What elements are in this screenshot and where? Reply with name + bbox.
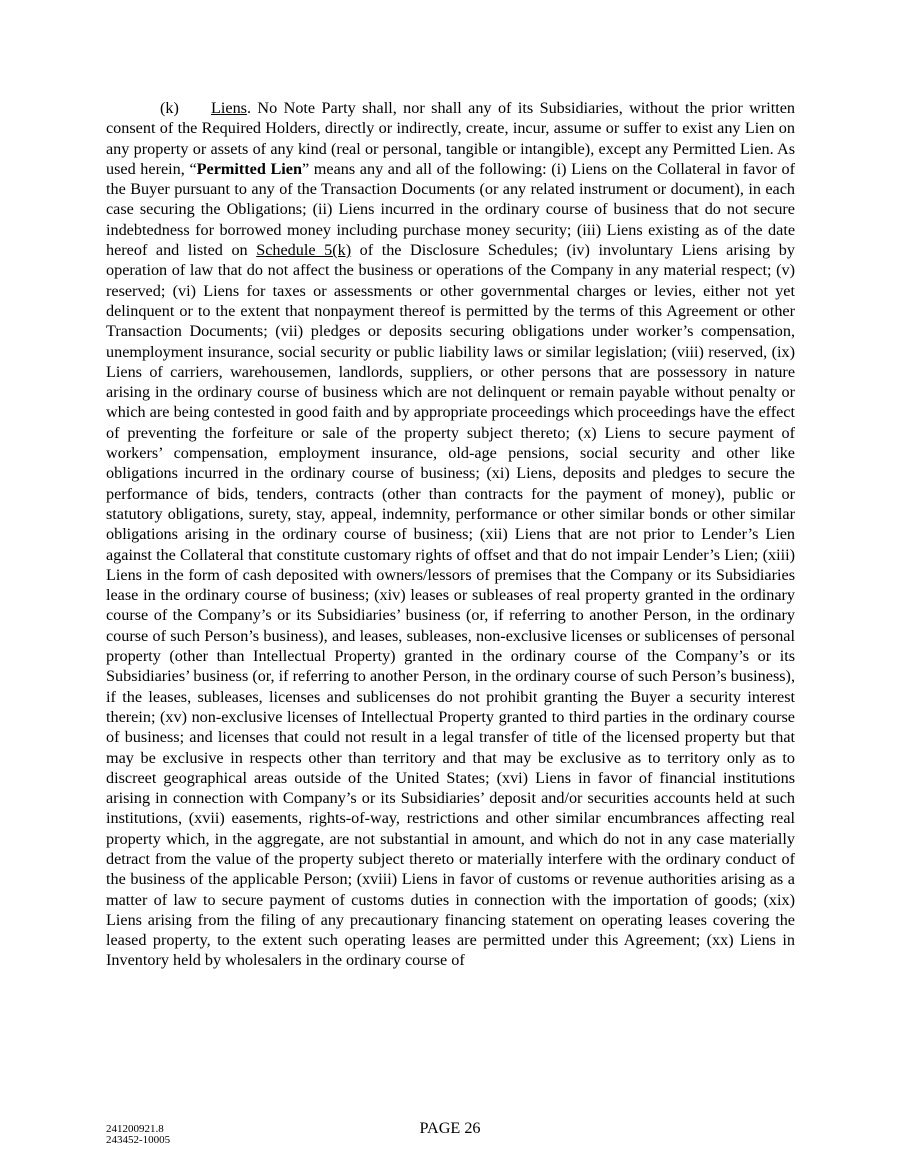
schedule-reference: Schedule 5(k) bbox=[256, 241, 352, 260]
paragraph-text-part-1: . No Note Party shall, nor shall any of its Subsidiaries, without the prior written consent of the Required Holders, directly or indirectly, create, incur, assume or suffer to exist any Lien on any property or assets of any kind (real or personal, tangible or intangible), except any Permitted Lien. As used herein, “ bbox=[106, 99, 795, 178]
document-id-secondary: 243452-10005 bbox=[106, 1134, 171, 1146]
defined-term: Permitted Lien bbox=[196, 159, 302, 178]
document-id-primary: 241200921.8 bbox=[106, 1123, 164, 1135]
paragraph-text-part-3: of the Disclosure Schedules; (iv) involuntary Liens arising by operation of law that do not affect the business or operations of the Company in any material respect; (v) reserved; (vi) Liens for taxes or assessments or other governmental charges or levies, either not yet delinquent or to the extent that nonpayment thereof is permitted by the terms of this Agreement or other Transaction Documents; (vii) pledges or deposits securing obligations under worker’s compensation, unemployment insurance, social security or public liability laws or similar legislation; (viii) reserved, (ix) Liens of carriers, warehousemen, landlords, suppliers, or other persons that are possessory in nature arising in the ordinary course of business which are not delinquent or remain payable without penalty or which are being contested in good faith and by appropriate proceedings which proceedings have the effect of preventing the forfeiture or sale of the property subject thereto; (x) Liens to secure payment of workers’ compensation, employment insurance, old-age pensions, social security and other like obligations incurred in the ordinary course of business; (xi) Liens, deposits and pledges to secure the performance of bids, tenders, contracts (other than contracts for the payment of money), public or statutory obligations, surety, stay, appeal, indemnity, performance or other similar bonds or other similar obligations arising in the ordinary course of business; (xii) Liens that are not prior to Lender’s Lien against the Collateral that constitute customary rights of offset and that do not impair Lender’s Lien; (xiii) Liens in the form of cash deposited with owners/lessors of premises that the Company or its Subsidiaries lease in the ordinary course of business; (xiv) leases or subleases of real property granted in the ordinary course of the Company’s or its Subsidiaries’ business (or, if referring to another Person, in the ordinary course of such Person’s business), and leases, subleases, non-exclusive licenses or sublicenses of personal property (other than Intellectual Property) granted in the ordinary course of the Company’s or its Subsidiaries’ business (or, if referring to another Person, in the ordinary course of such Person’s business), if the leases, subleases, licenses and sublicenses do not prohibit granting the Buyer a security interest therein; (xv) non-exclusive licenses of Intellectual Property granted to third parties in the ordinary course of business; and licenses that could not result in a legal transfer of title of the licensed property but that may be exclusive in respects other than territory and that may be exclusive as to territory only as to discreet geographical areas outside of the United States; (xvi) Liens in favor of financial institutions arising in connection with Company’s or its Subsidiaries’ deposit and/or securities accounts held at such institutions, (xvii) easements, rights-of-way, restrictions and other similar encumbrances affecting real property which, in the aggregate, are not substantial in amount, and which do not in any case materially detract from the value of the property subject thereto or materially interfere with the ordinary conduct of the business of the applicable Person; (xviii) Liens in favor of customs or revenue authorities arising as a matter of law to secure payment of customs duties in connection with the importation of goods; (xix) Liens arising from the filing of any precautionary financing statement on operating leases covering the leased property, to the extent such operating leases are permitted under this Agreement; (xx) Liens in Inventory held by wholesalers in the ordinary course of bbox=[106, 241, 795, 970]
section-label: (k) bbox=[160, 99, 179, 117]
page-number: PAGE 26 bbox=[419, 1119, 481, 1137]
section-k-paragraph bbox=[106, 98, 795, 971]
section-heading: Liens bbox=[211, 99, 247, 117]
paragraph-text-part-2: ” means any and all of the following: (i) Liens on the Collateral in favor of the Buyer pursuant to any of the Transaction Documents (or any related instrument or document), in each case securing the Obligations; (ii) Liens incurred in the ordinary course of business that do not secure indebtedness for borrowed money including purchase money security; (iii) Liens existing as of the date hereof and listed on bbox=[106, 159, 795, 260]
